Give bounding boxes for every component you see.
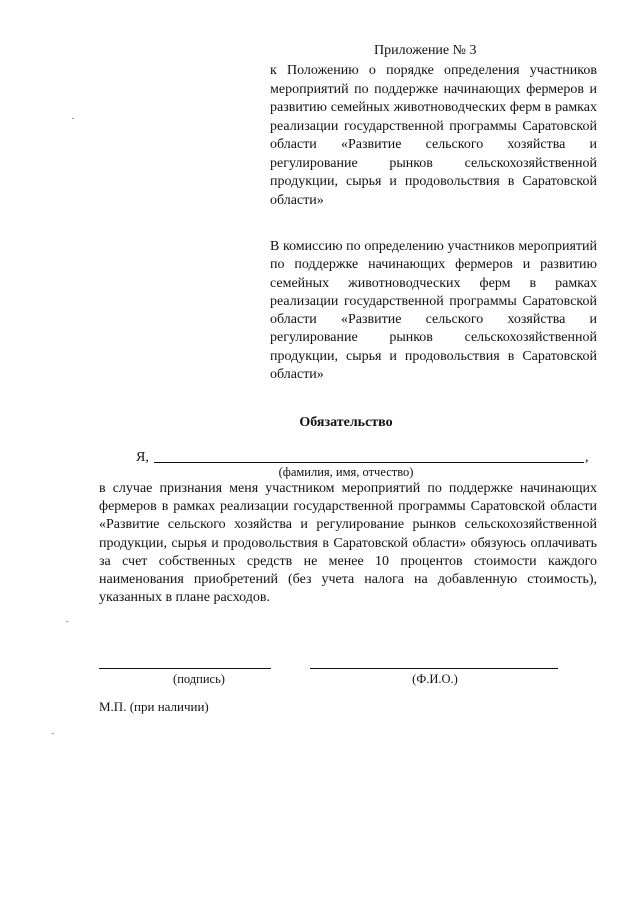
scan-speck: [66, 621, 68, 622]
document-heading: Обязательство: [299, 415, 393, 430]
fio-line: [310, 668, 558, 669]
signature-caption: (подпись): [173, 672, 225, 686]
scan-speck: [52, 733, 54, 734]
declarant-prefix: Я,: [136, 450, 149, 465]
signature-line: [99, 668, 271, 669]
appendix-title: Приложение № 3: [374, 43, 477, 58]
stamp-note: М.П. (при наличии): [99, 699, 209, 714]
addressee-block: В комиссию по определению участников мероприятий по поддержке начинающих фермеров и развитию семейных животноводческих ферм в рамках реализации государственной программы Саратовской области «Развитие сельского хозяйства и регулирование рынков сельскохозяйственной продукции, сырья и продовольствия в Саратовской области»: [270, 239, 597, 383]
full-name-caption: (фамилия, имя, отчество): [278, 465, 414, 479]
full-name-line: [154, 462, 584, 463]
fio-caption: (Ф.И.О.): [412, 672, 458, 686]
declarant-suffix: ,: [585, 450, 589, 465]
obligation-text: в случае признания меня участником мероприятий по поддержке начинающих фермеров в рамках реализации государственной программы Саратовской области «Развитие сельского хозяйства и регулирование рынков сельскохозяйственной продукции, сырья и продовольствия в Саратовской области» обязуюсь оплачивать за счет собственных средств не менее 10 процентов стоимости каждого наименования приобретений (без учета налога на добавленную стоимость), указанных в плане расходов.: [99, 481, 597, 606]
appendix-description: к Положению о порядке определения участников мероприятий по поддержке начинающих фермеров и развитию семейных животноводческих ферм в рамках реализации государственной программы Саратовской области «Развитие сельского хозяйства и регулирование рынков сельскохозяйственной продукции, сырья и продовольствия в Саратовской области»: [270, 63, 597, 208]
scan-speck: [72, 118, 74, 119]
